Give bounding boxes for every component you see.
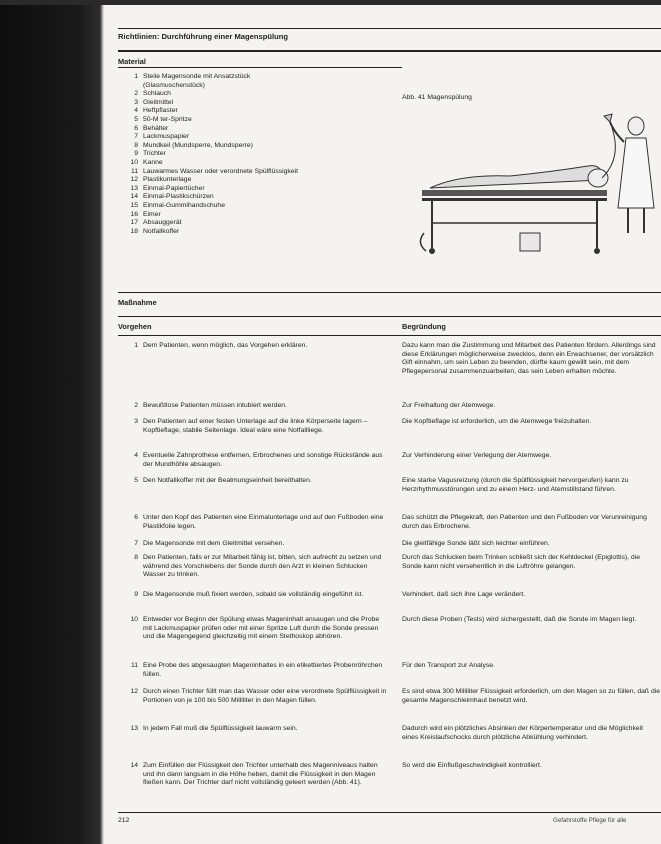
list-item: 18 Notfallkoffer <box>130 227 180 235</box>
figure-caption: Abb. 41 Magenspülung <box>402 94 472 101</box>
list-item: 15 Einmal-Gummihandschuhe <box>130 201 225 209</box>
list-item: 8 Mundkeil (Mundsperre, Mundsperre) <box>134 141 253 149</box>
massnahme-heading: Maßnahme <box>118 298 157 307</box>
list-item: 14 Einmal-Plastikschürzen <box>130 193 214 201</box>
section-rule <box>118 292 661 293</box>
page-title: Richtlinien: Durchführung einer Magenspülung <box>118 32 289 41</box>
top-rule <box>118 28 661 29</box>
list-item: 3 Gleitmittel <box>134 98 174 106</box>
list-item: 9 Trichter <box>134 150 166 158</box>
list-item: 10 Kanne <box>130 158 163 166</box>
footer-running-title: Gefahrstoffe Pflege für alle <box>553 817 627 824</box>
material-rule <box>118 67 402 68</box>
list-item: 1 Steile Magensonde mit Ansatzstück (Glasmuschenstück) <box>134 73 251 89</box>
stomach-lavage-illustration <box>402 108 661 288</box>
footer-rule <box>118 812 661 813</box>
list-item: 13 Einmal-Papiertücher <box>130 184 205 192</box>
header-rule-top <box>118 316 661 317</box>
material-heading: Material <box>118 57 146 66</box>
page-number: 212 <box>118 817 130 824</box>
document-page: Richtlinien: Durchführung einer Magenspülung Material 1 Steile Magensonde mit Ansatzstück (Glasmuschenstück) 2 Schlauch 3 Gleitmittel 4 Heftpflaster 5 50-M ter-Spritze 6 Behälter 7 Lackmuspapier 8 Mundkeil (Mundsperre, Mundsperre) 9 Trichter 10 Kanne 11 Lauwarmes Wasser oder verordnete Spülflüssigkeit 12 Plastikunterlage 13 Einmal-Papiertücher 14 Einmal-Plastikschürzen 15 Einmal-Gummihandschuhe 16 Eimer 17 Absauggerät 18 Notfallkoffer Abb. 41 Magenspülung Maßnahme Vorgehen Begründung 1 Dem Patienten, wenn möglich, das Vorgehen erklären. Dazu kann man die Zustimmung und Mitarbeit des Patienten fördern. Allerdings sind diese Erklärungen möglicherweise zwecklos, denn ein Erwachsener, der vorsätzlich Gift einnahm, um sein Leben zu beenden, dürfte kaum gewillt sein, mit dem Pflegepersonal zusammenzuarbeiten, das sein Leben erhalten möchte. 2 Bewußtlose Patienten müssen intubiert werden. Zur Freihaltung der Atemwege. 3 Den Patienten auf einer festen Unterlage auf die linke Körperseite lagern – Kopftieflage, stabile Seitenlage. Ideal wäre eine Notfallliege. Die Kopftieflage ist erforderlich, um die Atemwege freizuhalten. 4 Eventuelle Zahnprothese entfernen, Erbrochenes und sonstige Rückstände aus der Mundhöhle absaugen. Zur Verhinderung einer Verlegung der Atemwege. 5 Den Notfallkoffer mit der Beatmungseinheit bereithalten. Eine starke Vagusreizung (durch die Spülflüssigkeit hervorgerufen) kann zu Herzrhythmusstörungen und zu einem Herz- und Atemstillstand führen. 6 Unter den Kopf des Patienten eine Einmalunterlage und auf den Fußboden eine Plastikfolie legen. Das schützt die Pflegekraft, den Patienten und den Fußboden vor Verunreinigung durch das Erbrochene. 7 Die Magensonde mit dem Gleitmittel versehen. Die gleitfähige Sonde läßt sich leichter einführen. 8 Den Patienten, falls er zur Mitarbeit fähig ist, bitten, sich aufrecht zu setzen und während des Vorschiebens der Sonde durch den Arzt in kleinen Schlucken Wasser zu trinken. Durch das Schlucken beim Trinken schließt sich der Kehldeckel (Epiglottis), die Sonde kann nicht versehentlich in die Luftröhre gelangen. 9 Die Magensonde muß fixiert werden, sobald sie vollständig eingeführt ist. Verhindert, daß sich ihre Lage verändert. 10 Entweder vor Beginn der Spülung etwas Mageninhalt ansaugen und die Probe mit Lackmuspapier prüfen oder mit einer Spritze Luft durch die Sonde pressen und die Magengegend gleichzeitig mit einem Stethoskop abhören. Durch diese Proben (Tests) wird sichergestellt, daß die Sonde im Magen liegt. 11 Eine Probe des abgesaugten Mageninhaltes in ein etikettiertes Probenröhrchen füllen. Für den Transport zur Analyse. 12 Durch einen Trichter füllt man das Wasser oder eine verordnete Spülflüssigkeit in Portionen von je 100 bis 500 Milliliter in den Magen füllen. Es sind etwa 300 Milliliter Flüssigkeit erforderlich, um den Magen so zu füllen, daß die gesamte Magenschleimhaut benetzt wird. 13 In jedem Fall muß die Spülflüssigkeit lauwarm sein. Dadurch wird ein plötzliches Absinken der Körpertemperatur und die Möglichkeit eines Kreislaufschocks durch plötzliche Abkühlung verhindert. 14 Zum Einfüllen der Flüssigkeit den Trichter unterhalb des Magenniveaus halten und ihn dann langsam in die Höhe heben, damit die Flüssigkeit in den Magen fließen kann. Der Trichter darf nicht vollständig geleert werden (Abb. 41). So wird die Einflußgeschwindigkeit kontrolliert. 212 Gefahrstoffe Pflege für alle <box>0 0 661 844</box>
list-item: 4 Heftpflaster <box>134 107 178 115</box>
list-item: 5 50-M ter-Spritze <box>134 115 192 123</box>
list-item: 7 Lackmuspapier <box>134 133 190 141</box>
material-list <box>128 73 308 236</box>
list-item: 2 Schlauch <box>134 90 171 98</box>
list-item: 11 Lauwarmes Wasser oder verordnete Spülflüssigkeit <box>130 167 299 175</box>
list-item: 16 Eimer <box>130 210 161 218</box>
list-item: 6 Behälter <box>134 124 169 132</box>
list-item: 12 Plastikunterlage <box>130 176 192 184</box>
scan-shadow-left <box>0 0 104 844</box>
list-item: 17 Absauggerät <box>130 219 182 227</box>
scan-shadow-top <box>0 0 661 5</box>
header-rule-bottom <box>118 335 661 336</box>
column-header-begruendung: Begründung <box>402 322 446 331</box>
column-header-vorgehen: Vorgehen <box>118 322 152 331</box>
title-rule <box>118 50 661 52</box>
